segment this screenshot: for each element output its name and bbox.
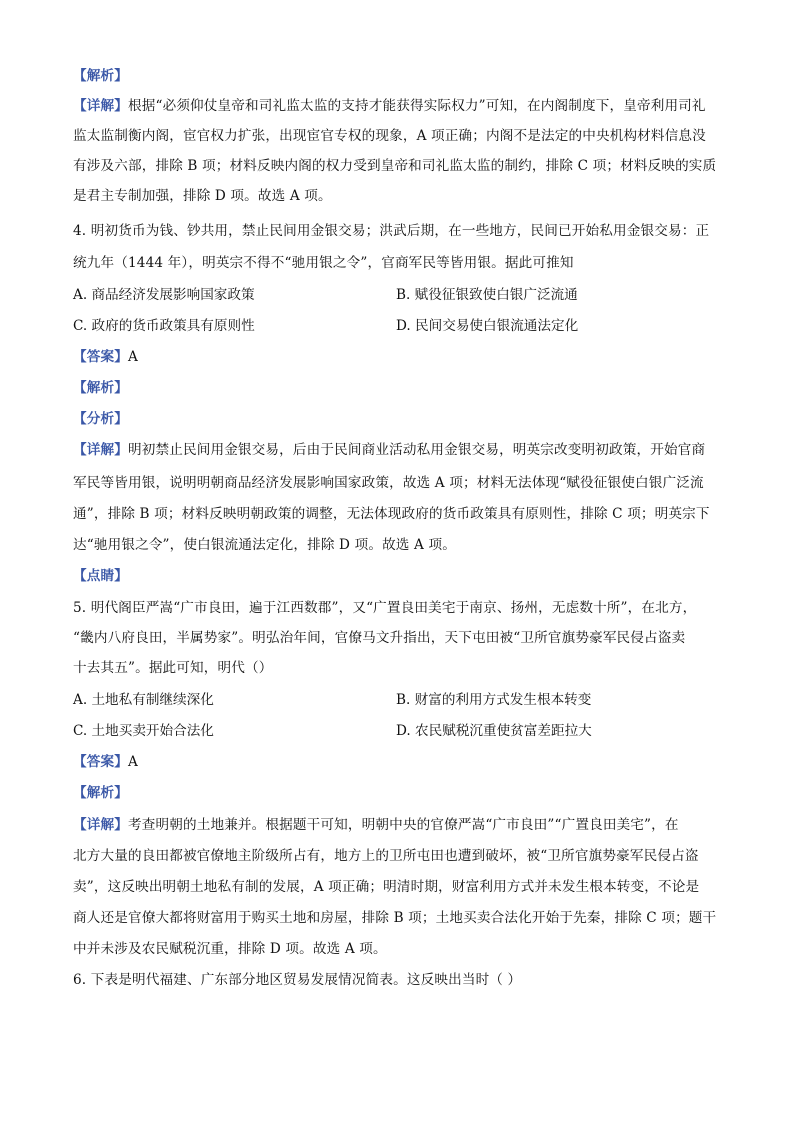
q6-stem: 6. 下表是明代福建、广东部分地区贸易发展情况简表。这反映出当时（ ） <box>73 972 522 988</box>
q3-xiangjie-line-1: 【详解】根据“必须仰仗皇帝和司礼监太监的支持才能获得实际权力”可知，在内阁制度下，皇帝利用司礼 <box>73 98 706 114</box>
q5-option-c: C. 土地买卖开始合法化 <box>73 723 214 739</box>
q3-xiangjie-line-3: 有涉及六部，排除 B 项；材料反映内阁的权力受到皇帝和司礼监太监的制约，排除 C 项；材料反映的实质 <box>73 158 717 174</box>
q4-xiangjie-line-4: 达“驰用银之令”，使白银流通法定化，排除 D 项。故选 A 项。 <box>73 537 456 553</box>
q4-jiexi-tag: 【解析】 <box>73 380 128 396</box>
q4-xiangjie-line-2: 军民等皆用银，说明明朝商品经济发展影响国家政策，故选 A 项；材料无法体现“赋役征银使白银广泛流 <box>73 475 704 491</box>
q4-option-d: D. 民间交易使白银流通法定化 <box>396 318 579 334</box>
q4-stem-line-2: 统九年（1444 年），明英宗不得不“驰用银之令”，官商军民等皆用银。据此可推知 <box>73 255 574 271</box>
q4-dianjing-tag: 【点睛】 <box>73 568 128 584</box>
q5-stem-line-3: 十去其五”。据此可知，明代（） <box>73 660 273 676</box>
q4-xiangjie-line-3: 通”，排除 B 项；材料反映明朝政策的调整，无法体现政府的货币政策具有原则性，排除 C 项；明英宗下 <box>73 506 710 522</box>
q5-option-b: B. 财富的利用方式发生根本转变 <box>396 692 592 708</box>
q5-option-a: A. 土地私有制继续深化 <box>73 692 214 708</box>
q5-answer: 【答案】A <box>73 754 138 770</box>
q4-answer: 【答案】A <box>73 349 138 365</box>
q5-xiangjie-line-2: 北方大量的良田都被官僚地主阶级所占有，地方上的卫所屯田也遭到破坏，被“卫所官旗势豪军民侵占盗 <box>73 848 699 864</box>
q4-option-c: C. 政府的货币政策具有原则性 <box>73 318 255 334</box>
q4-xiangjie-line-1: 【详解】明初禁止民间用金银交易，后由于民间商业活动私用金银交易，明英宗改变明初政策，开始官商 <box>73 442 706 458</box>
q5-xiangjie-line-5: 中并未涉及农民赋税沉重，排除 D 项。故选 A 项。 <box>73 941 387 957</box>
q4-option-a: A. 商品经济发展影响国家政策 <box>73 287 255 303</box>
q4-fenxi-tag: 【分析】 <box>73 411 128 427</box>
q5-jiexi-tag: 【解析】 <box>73 785 128 801</box>
q5-stem-line-2: “畿内八府良田，半属势家”。明弘治年间，官僚马文升指出，天下屯田被“卫所官旗势豪军民侵占盗卖 <box>73 630 686 646</box>
q3-jiexi-tag: 【解析】 <box>73 68 128 84</box>
q4-option-b: B. 赋役征银致使白银广泛流通 <box>396 287 578 303</box>
q4-stem-line-1: 4. 明初货币为钱、钞共用，禁止民间用金银交易；洪武后期，在一些地方，民间已开始私用金银交易：正 <box>73 223 710 239</box>
q5-xiangjie-line-1: 【详解】考查明朝的土地兼并。根据题干可知，明朝中央的官僚严嵩“广市良田”“广置良田美宅”，在 <box>73 817 679 833</box>
q5-xiangjie-line-3: 卖”，这反映出明朝土地私有制的发展，A 项正确；明清时期，财富利用方式并未发生根本转变，不论是 <box>73 879 700 895</box>
q3-xiangjie-line-4: 是君主专制加强，排除 D 项。故选 A 项。 <box>73 188 332 204</box>
q5-option-d: D. 农民赋税沉重使贫富差距拉大 <box>396 723 592 739</box>
q3-xiangjie-line-2: 监太监制衡内阁，宦官权力扩张，出现宦官专权的现象，A 项正确；内阁不是法定的中央机构材料信息没 <box>73 128 706 144</box>
q5-stem-line-1: 5. 明代阁臣严嵩“广市良田，遍于江西数郡”，又“广置良田美宅于南京、扬州，无虑数十所”，在北方， <box>73 600 697 616</box>
q5-xiangjie-line-4: 商人还是官僚大都将财富用于购买土地和房屋，排除 B 项；土地买卖合法化开始于先秦，排除 C 项；题干 <box>73 910 717 926</box>
